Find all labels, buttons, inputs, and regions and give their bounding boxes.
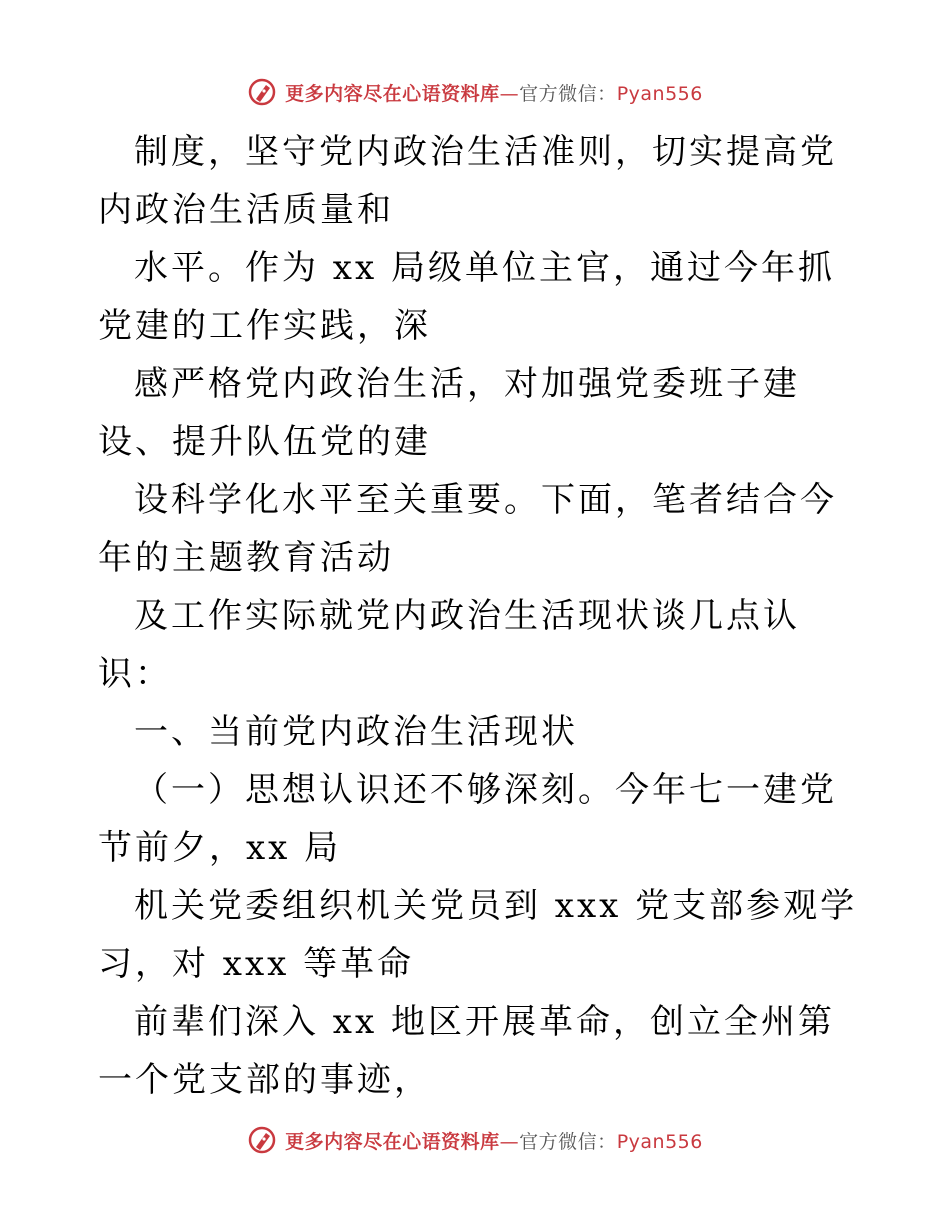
document-body <box>98 123 868 1109</box>
paragraph: 制度，坚守党内政治生活准则，切实提高党内政治生活质量和 <box>98 132 837 230</box>
paragraph: 前辈们深入 xx 地区开展革命，创立全州第一个党支部的事迹， <box>98 1002 835 1100</box>
watermark-text <box>285 1127 703 1154</box>
paragraph: （一）思想认识还不够深刻。今年七一建党节前夕，xx 局 <box>98 770 837 868</box>
watermark-separator: — <box>499 82 520 105</box>
watermark-dark-text: 官方微信： <box>519 1130 617 1153</box>
section-heading: 一、当前党内政治生活现状 <box>134 712 578 752</box>
watermark-red-text: 更多内容尽在心语资料库 <box>285 1130 500 1153</box>
watermark-wechat-id: Pyan556 <box>616 1130 703 1153</box>
watermark-text <box>285 79 703 106</box>
paragraph: 水平。作为 xx 局级单位主官，通过今年抓党建的工作实践，深 <box>98 248 835 346</box>
paragraph: 设科学化水平至关重要。下面，笔者结合今年的主题教育活动 <box>98 480 837 578</box>
paragraph: 感严格党内政治生活，对加强党委班子建设、提升队伍党的建 <box>98 364 800 462</box>
paragraph: 及工作实际就党内政治生活现状谈几点认识： <box>98 596 800 694</box>
pen-nib-circle-icon <box>247 77 277 107</box>
watermark-wechat-id: Pyan556 <box>616 82 703 105</box>
paragraph: 机关党委组织机关党员到 xxx 党支部参观学习，对 xxx 等革命 <box>98 886 858 984</box>
watermark-separator: — <box>499 1130 520 1153</box>
watermark-red-text: 更多内容尽在心语资料库 <box>285 82 500 105</box>
pen-nib-circle-icon <box>247 1125 277 1155</box>
watermark-dark-text: 官方微信： <box>519 82 617 105</box>
header-watermark <box>0 72 950 112</box>
footer-watermark <box>0 1120 950 1160</box>
